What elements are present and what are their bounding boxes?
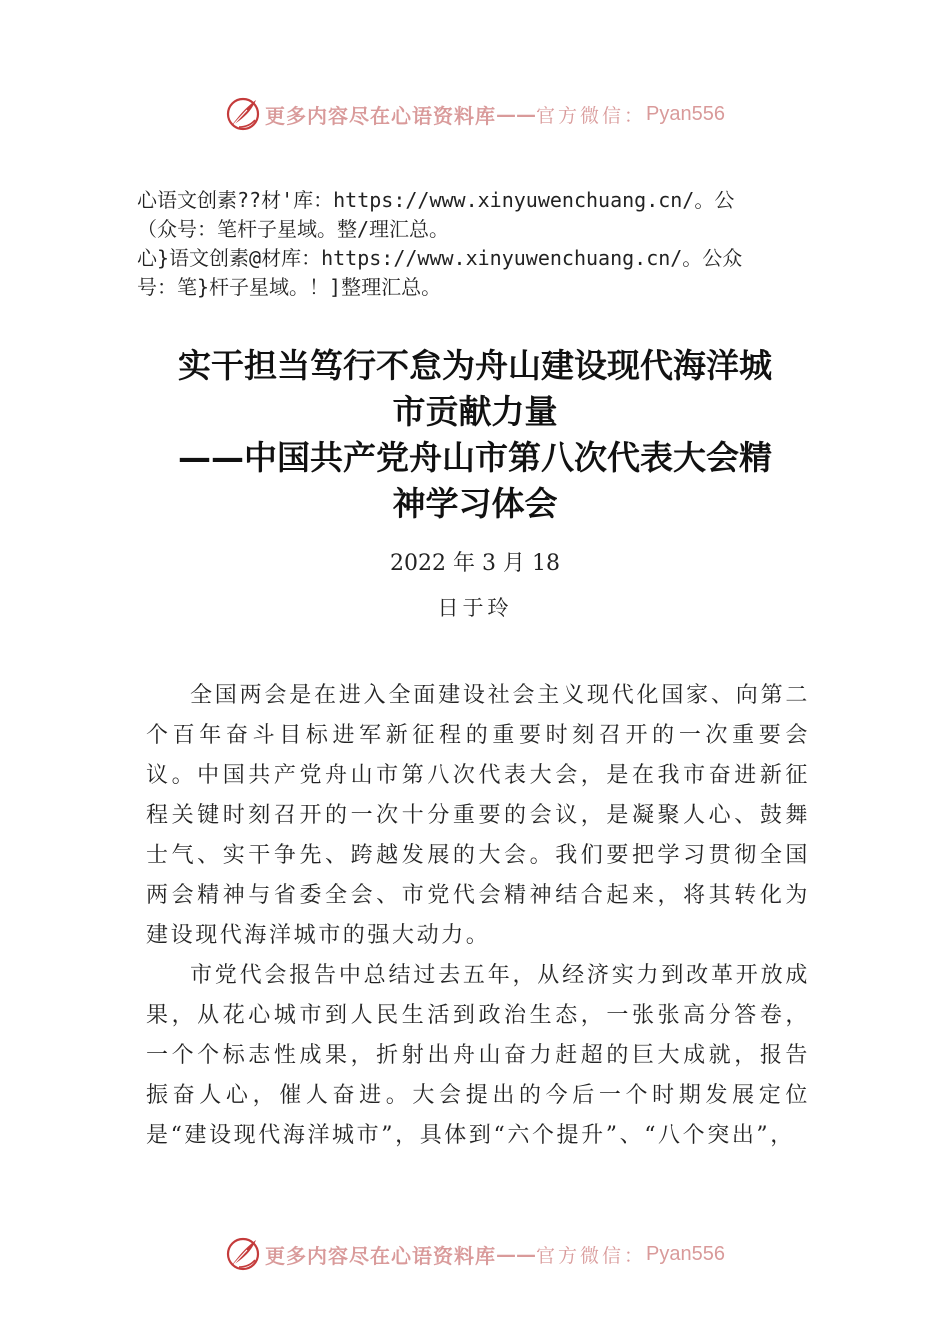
document-date: 2022 年 3 月 18 <box>390 551 560 576</box>
banner-dash: —— <box>496 1242 536 1266</box>
document-body <box>146 676 810 1156</box>
quill-pen-logo-icon <box>225 1236 261 1272</box>
body-paragraph: 全国两会是在进入全面建设社会主义现代化国家、向第二个百年奋斗目标进军新征程的重要时刻召开的一次重要会议。中国共产党舟山市第八次代表大会，是在我市奋进新征程关键时刻召开的一次十分重要的会议，是凝聚人心、鼓舞士气、实干争先、跨越发展的大会。我们要把学习贯彻全国两会精神与省委全会、市党代会精神结合起来，将其转化为建设现代海洋城市的强大动力。 <box>146 683 810 948</box>
banner-text: 更多内容尽在心语资料库 <box>265 1243 496 1268</box>
notice-line: 号：笔}杆子星域。！]整理汇总。 <box>137 275 442 299</box>
banner-weixin-label: 官方微信： <box>536 1244 647 1267</box>
footer-watermark-banner <box>0 1234 950 1274</box>
notice-line: （众号：笔杆子星域。整/理汇总。 <box>137 217 450 241</box>
title-line: 市贡献力量 <box>392 392 558 431</box>
source-notice <box>137 186 827 302</box>
subtitle-line: ——中国共产党舟山市第八次代表大会精 <box>178 438 772 477</box>
banner-weixin-id: Pyan556 <box>646 102 725 125</box>
banner-text: 更多内容尽在心语资料库 <box>265 103 496 128</box>
document-title <box>120 343 830 527</box>
quill-pen-logo-icon <box>225 96 261 132</box>
banner-weixin-label: 官方微信： <box>536 104 647 127</box>
notice-line: 心语文创素??材'库：https://www.xinyuwenchuang.cn/。公 <box>137 188 735 212</box>
banner-dash: —— <box>496 102 536 126</box>
title-line: 实干担当笃行不怠为舟山建设现代海洋城 <box>178 346 772 385</box>
notice-line: 心}语文创素@材库：https://www.xinyuwenchuang.cn/。公众 <box>137 246 743 270</box>
header-watermark-banner <box>0 94 950 134</box>
body-paragraph: 市党代会报告中总结过去五年，从经济实力到改革开放成果，从花心城市到人民生活到政治生态，一张张高分答卷，一个个标志性成果，折射出舟山奋力赶超的巨大成就，报告振奋人心，催人奋进。大会提出的今后一个时期发展定位是“建设现代海洋城市”，具体到“六个提升”、“八个突出”， <box>146 963 810 1148</box>
subtitle-line: 神学习体会 <box>392 484 558 523</box>
document-author: 日于玲 <box>437 596 513 620</box>
banner-weixin-id: Pyan556 <box>646 1242 725 1265</box>
